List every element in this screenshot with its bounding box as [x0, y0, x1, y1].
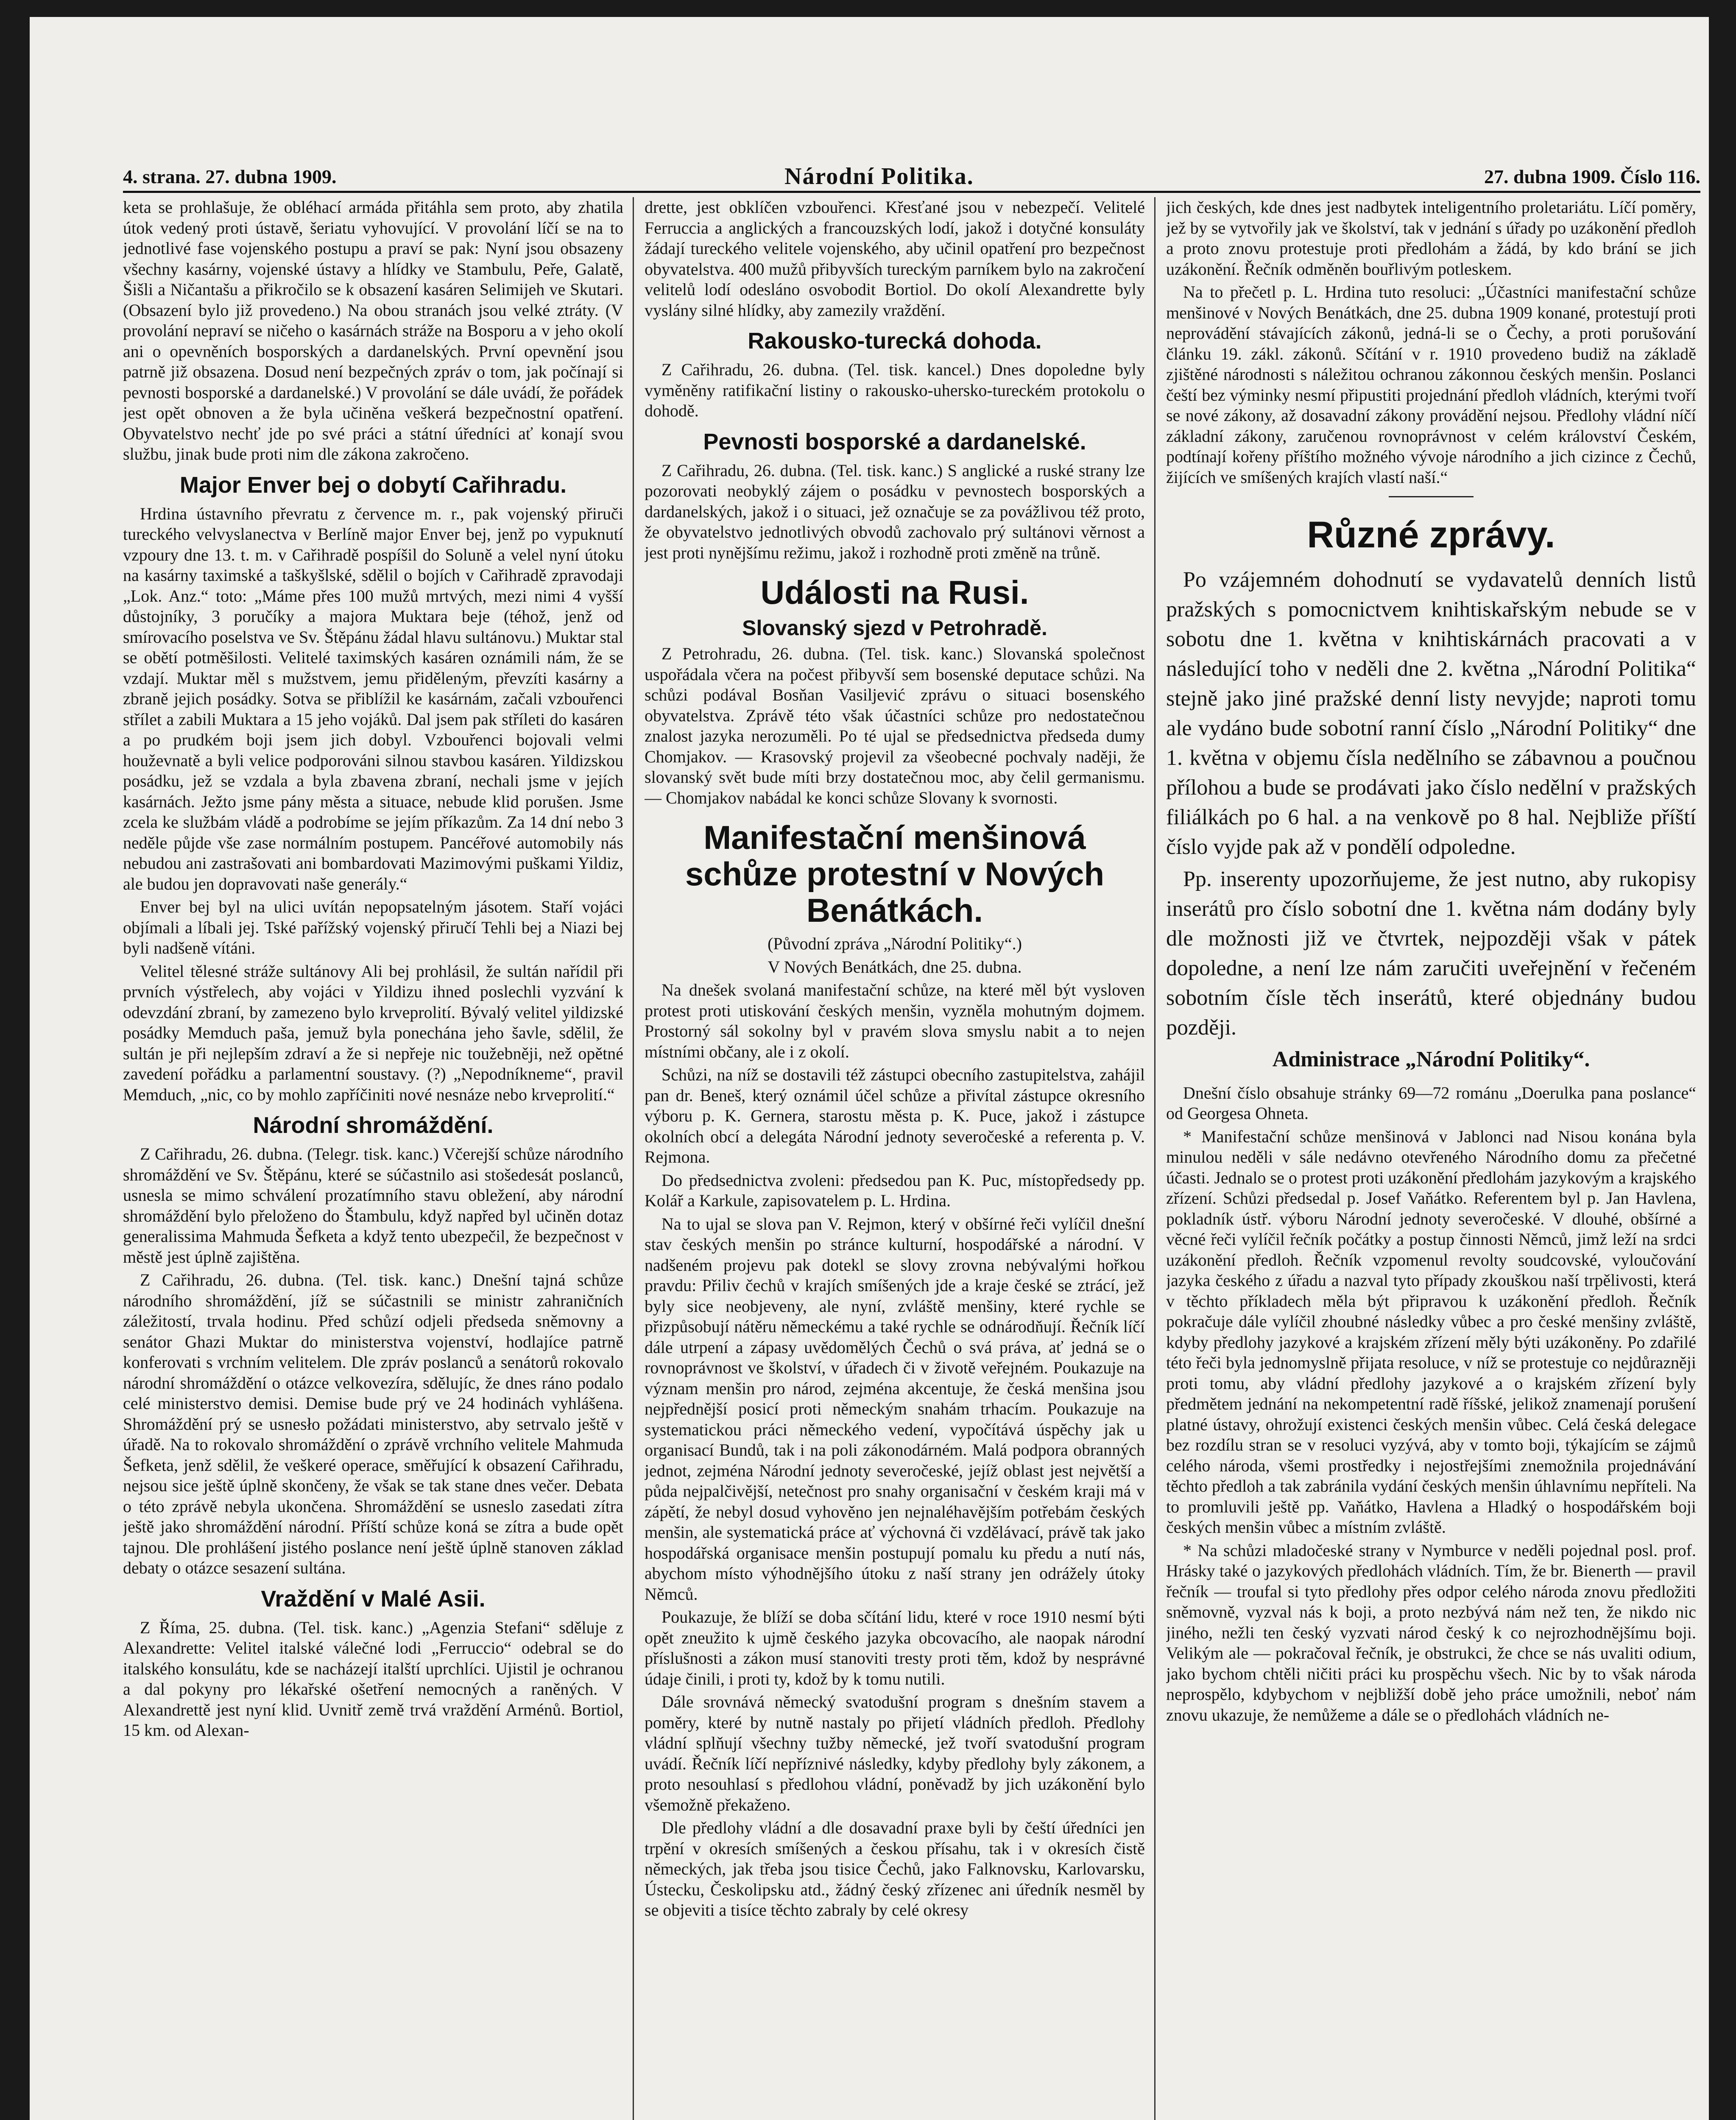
article-heading: Vraždění v Malé Asii. [261, 1586, 486, 1612]
notice-paragraph: Po vzájemném dohodnutí se vydavatelů denních listů pražských s pomocnictvem knihtiskařským nebude se v sobotu dne 1. května v knihtiskárnách pracovati a v následující toho v neděli dne 2. května „Národní Politika“ stejně jako jiné pražské denní listy nevyjde; naproti tomu ale vydáno bude sobotní ranní číslo „Národní Politiky“ dne 1. května v objemu čísla nedělního se zábavnou a poučnou přílohou a bude se prodávati jako číslo nedělní v pražských filiálkách po 6 hal. a na venkově po 8 hal. Nejbliže příští číslo vyjde pak až v pondělí odpoledne. [1166, 568, 1696, 859]
section-divider [1389, 496, 1474, 497]
article-subheading: Slovanský sjezd v Petrohradě. [742, 616, 1047, 640]
section-heading: Události na Rusi. [760, 574, 1029, 611]
article-paragraph: Dle předlohy vládní a dle dosavadní praxe byli by čeští úředníci jen trpění v okresích smíšených a českou přísahu, tak i v okresích čistě německých, jak třeba jsou tisice Čechů, jako Falknovsku, Karlovarsku, Ústecku, Českolipsku atd., žádný český zřízenec ani úředník nesměl by se objeviti a tisíce těchto zabraly by celé okresy [645, 1818, 1145, 1919]
article-heading: Rakousko-turecká dohoda. [748, 328, 1042, 354]
article-paragraph: Z Cařihradu, 26. dubna. (Telegr. tisk. kanc.) Včerejší schůze národního shromáždění ve Sv. Štěpánu, které se súčastnilo asi stošedesát poslanců, usnesla se mimo schválení prozatímního stavu obležení, aby národní shromáždění bylo přeloženo do Štambulu, když napřed byl učiněn dotaz generalissima Mahmuda Šefketa a když tento ubezpečil, že bezpečnost v městě jest úplně zajištěna. [123, 1144, 623, 1266]
article-paragraph: Z Cařihradu, 26. dubna. (Tel. tisk. kanc.) S anglické a ruské strany lze pozorovati neobyklý zájem o posádku v pevnostech bosporských a dardanelských, jakož i o situaci, jež označuje se za povážlivou též proto, že obyvatelstvo jednotlivých obvodů zachovalo prý sultánovi věrnost a jest proti nynějšímu režimu, jakož i rozhodně proti změně na trůně. [645, 460, 1145, 562]
article-paragraph: Schůzi, na níž se dostavili též zástupci obecního zastupitelstva, zahájil pan dr. Beneš, který oznámil účel schůze a přivítal zástupce okresního výboru p. K. Gernera, starostu města p. K. Puce, jakož i zástupce okolních obcí a delegáta Národní jednoty severočeské a referenta p. V. Rejmona. [645, 1065, 1145, 1166]
article-paragraph: Dnešní číslo obsahuje stránky 69—72 románu „Doerulka pana poslance“ od Georgesa Ohneta. [1166, 1083, 1696, 1123]
article-paragraph: Z Petrohradu, 26. dubna. (Tel. tisk. kanc.) Slovanská společnost uspořádala včera na počest přibyvší sem bosenské deputace schůzi. Na schůzi podával Bosňan Vasiljević zprávu o situaci bosenského obyvatelstva. Zprávě této však účastníci schůze pro nedostatečnou znalost jazyka nerozuměli. Po té ujal se předsednictva předseda dumy Chomjakov. — Krasovský projevil za všeobecné pochvaly naději, že slovanský svět bude míti brzy dostatečnou moc, aby čelil germanismu. — Chomjakov nabádal ke konci schůze Slovany k svornosti. [645, 644, 1145, 807]
notice-signature: Administrace „Národní Politiky“. [1272, 1047, 1590, 1071]
article-paragraph: Na to ujal se slova pan V. Rejmon, který v obšírné řeči vylíčil dnešní stav českých menšin po stránce kulturní, hospodářské a národní. V nadšeném projevu pak dotekl se slovy zrovna nebývalými hořkou pravdu: Přiliv čechů v krajích smíšených jde a kraje české se ztrácí, jež byly sice neobjeveny, ale nyní, zvláště menšiny, které rychle se přizpůsobují nátěru německému a také rychle se odnárodňují. Řečník líčí dále utrpení a zápasy uvědomělých Čechů o svá práva, ať jedná se o rovnoprávnost ve školství, v úřadech či v životě veřejném. Poukazuje na význam menšin pro národ, zejména akcentuje, že česká menšina jsou nejpřednější posicí proti německým snahám trhacím. Poukazuje na systematickou práci německého vedení, vypočítává úspěchy jak u organisací Bundů, tak i na poli zákonodárném. Malá podpora obranných jednot, zejména Národní jednoty severočeské, jejíž oblast jest největší a půda nejpalčivější, netečnost pro snahy organisační v českém kraji má v zápětí, že nebyl dosud vyhověno jen nejnaléhavějším potřebám českých menšin, ale systematická práce ať výchovná či vzdělávací, právě tak jako hospodářská organisace menšin postupují pomalu ku předu a nutí nás, abychom místo výhodnějšího útoku z naší strany jen odrážely útoky Němců. [645, 1214, 1145, 1604]
column-1 [123, 197, 623, 2120]
page-header [123, 157, 1700, 193]
article-paragraph: jich českých, kde dnes jest nadbytek inteligentního proletariátu. Líčí poměry, jež by se vytvořily jak ve školství, tak v jednání s úřady po uzákonění předloh a proto znovu protestuje proti předlohám a žádá, by kdo brání se jich uzákonění. Řečník odměněn bouřlivým potleskem. [1166, 198, 1696, 279]
article-paragraph: Enver bej byl na ulici uvítán nepopsatelným jásotem. Staří vojáci objímali a líbali jej. Tské pařížský vojenský přiručí Tehli bej a Niazi bej byli nadšeně vítáni. [123, 897, 623, 957]
article-paragraph: Z Říma, 25. dubna. (Tel. tisk. kanc.) „Agenzia Stefani“ sděluje z Alexandrette: Velitel italské válečné lodi „Ferruccio“ odebral se do italského konsulátu, kde se nacházejí italští uprchlíci. Ujistil je ochranou a dal pokyny pro lékařské ošetření nemocných a raněných. V Alexandrettě jest nyní klid. Uvnitř země trvá vraždění Arménů. Bortiol, 15 km. od Alexan- [123, 1618, 623, 1740]
article-paragraph: * Manifestační schůze menšinová v Jablonci nad Nisou konána byla minulou neděli v sále nedávno otevřeného Národního domu za přečetné účasti. Jednalo se o protest proti uzákonění předlohám jazykovým a krajského zřízení. Schůzi předsedal p. Josef Vaňátko. Referentem byl p. Jan Havlena, pokladník ústř. výboru Národní jednoty severočeské. V dlouhé, obšírné a věcné řeči vylíčil řečník počátky a postup činnosti Němců, jimž leží na srdci uzákonění předloh. Řečník vzpomenul revolty soudcovské, vyloučování jazyka českého z úřadu a nazval tyto případy zkouškou naší trpělivosti, která v těchto příkladech měla být připravou k uzákonění předloh. Řečník pokračuje dále vylíčil zhoubné následky vůbec a pro české menšiny zvláště, kdyby předlohy jazykové a krajském zřízení měly býti uzákoněny. Po zdařilé této řeči byla jednomyslně přijata resoluce, v níž se protestuje co nejdůrazněji proti tomu, aby vládní předlohy jazykové a o krajském zřízení byly předmětem jednání na nekompetentní radě říšské, jelikož znamenají porušení platné ústavy, ohrožují existenci českých menšin vůbec. Celá česká delegace bez rozdílu stran se v resoluci vyzývá, aby v tomto boji, týkajícím se zájmů celého národa, všemi prostředky i nejostřejšími znemožnila projednávání těchto předloh a tak zabránila vydání českých menšin úhlavnímu nepříteli. Na to promluvili ještě pp. Vaňátko, Havlena a Hladký o hospodářském boji českých menšin vůbec a místním zvláště. [1166, 1127, 1696, 1537]
article-dateline: V Nových Benátkách, dne 25. dubna. [768, 957, 1022, 976]
newspaper-page [30, 17, 1709, 2120]
article-paragraph: Velitel tělesné stráže sultánovy Ali bej prohlásil, že sultán nařídil při prvních výstřelech, aby vojáci v Yildizu ihned poslechli vyzvání k odevzdání zbraní, by zamezeno bylo krveprolití. Bývalý velitel yildizské posádky Memduch paša, jemuž byla ponechána jeho šavle, sdělil, že sultán je při nejlepším zdraví a že si nepřeje nic toužebněji, než opětné zavedení pořádku a parlamentní soustavy. (?) „Nepodníkneme“, pravil Memduch, „nic, co by mohlo zapříčiniti nové nesnáze nebo krveprolití.“ [123, 961, 623, 1104]
article-paragraph: Na dnešek svolaná manifestační schůze, na které měl být vysloven protest proti utiskování českých menšin, vyzněla mohutným dojmem. Prostorný sál sokolny byl v pravém slova smyslu nabit a to nejen místními občany, ale i z okolí. [645, 980, 1145, 1061]
article-paragraph: Z Cařihradu, 26. dubna. (Tel. tisk. kancel.) Dnes dopoledne byly vyměněny ratifikační listiny o rakousko-uhersko-tureckém protokolu o dohodě. [645, 360, 1145, 420]
column-3 [1166, 197, 1696, 2120]
column-divider [633, 197, 634, 2120]
article-paragraph: Dále srovnává německý svatodušní program s dnešním stavem a poměry, které by nutně nastaly po přijetí vládních předloh. Předlohy vládní splňují všechny tužby německé, jež tvoří svatodušní program uvádí. Řečník líčí nepříznivé následky, kdyby předlohy byly zákonem, a proto nesouhlasí s předlohou vládní, poněvadž by jich uzákonění bylo všemožně překaženo. [645, 1692, 1145, 1814]
header-issue-number: 27. dubna 1909. Číslo 116. [1484, 166, 1700, 187]
article-paragraph: Hrdina ústavního převratu z července m. r., pak vojenský přiruči tureckého velvyslanectva v Berlíně major Enver bej, jenž po vypuknutí vzpoury dne 13. t. m. v Cařihradě pospíšil do Soluně a velel nyní útoku na kasárny taximské a taškyšlské, sdělil o bojích v Cařihradě zpravodaji „Lok. Anz.“ toto: „Máme přes 100 mužů mrtvých, mezi nimi 4 vyšší důstojníky, 3 poručíky a majora Muktara beje (téhož, jenž od smírovacího poselstva ve Sv. Štěpánu žádal hlavu sultánovu.) Muktar stal se obětí potměšilosti. Velitelé taximských kasáren oznámili nám, že se vzdají. Muktar měl s mužstvem, jemu přiděleným, převzíti kasárny a zbraně jejich posádky. Sotva se přiblížil ke kasárnám, začali vzbouřenci střílet a zabili Muktara a 15 jeho vojáků. Dal jsem pak stříleti do kasáren a po prudkém boji jsem jich dobyl. Vzbouřenci bojovali velmi houževnatě a byli velice podporováni silnou stavbou kasáren. Yildizskou posádku, jež se vzdala a byla zbavena zbraní, nechali jsme v jejích kasárnách. Ježto jsme pány města a situace, nebude klid porušen. Jsme zcela ke službám vládě a podrobíme se jejím příkazům. Za 14 dní nebo 3 neděle půjde vše zase normálním postupem. Pancéřové automobily nás nebudou ani zastrašovati ani bombardovati Mazimovými puškami Yildiz, ale budou jen dopravovati naše generály.“ [123, 504, 623, 893]
article-paragraph: drette, jest obklíčen vzbouřenci. Křesťané jsou v nebezpečí. Velitelé Ferruccia a anglických a francouzských lodí, jakož i dotyčné konsuláty žádají tureckého velitele vojenského, aby učinil opatření pro bezpečnost obyvatelstva. 400 mužů přibyvších tureckým parníkem bylo na zakročení velitelů lodí odesláno osvobodit Bortiol. Do okolí Alexandrette byly vyslány silné hlídky, aby zamezily vraždění. [645, 198, 1145, 320]
header-page-date: 4. strana. 27. dubna 1909. [123, 166, 337, 187]
article-source-note: (Původní zpráva „Národní Politiky“.) [768, 934, 1022, 953]
article-paragraph: Z Cařihradu, 26. dubna. (Tel. tisk. kanc.) Dnešní tajná schůze národního shromáždění, jíž se súčastnili se ministr zahraničních záležitostí, trvala hodinu. Před schůzí odjeli předseda sněmovny a senátor Ghazi Muktar do ministerstva vojenství, hodlajíce patrně konferovati s vrchním velitelem. Dle zpráv poslanců a senátorů rokovalo národní shromáždění o otázce velkovezíra, sdělujíc, že dnes ráno podalo celé ministerstvo demisi. Demise bude prý ve 24 hodinách vyhlášena. Shromáždění prý se usnesło požádati ministerstvo, aby setrvalo ještě v úřadě. Na to rokovalo shromáždění o zprávě vrchního velitele Mahmuda Šefketa, jenž sdělil, že veškeré operace, směřující k obsazení Cařihradu, nejsou sice ještě úplně skončeny, že však se tak stane dnes večer. Debata o této zprávě nebyla ukončena. Shromáždění se usneslo zasedati zítra ještě jako shromáždění národní. Příští schůze koná se zítra a bude opět tajnou. Dle prohlášení jistého poslance není ještě úplně stanoven základ debaty o otázce sesazení sultána. [123, 1270, 623, 1577]
article-heading: Národní shromáždění. [253, 1113, 494, 1138]
masthead-title: Národní Politika. [784, 163, 974, 190]
article-heading: Pevnosti bosporské a dardanelské. [703, 429, 1086, 455]
article-paragraph: * Na schůzi mladočeské strany v Nymburce v neděli pojednal posl. prof. Hrásky také o jazykových předlohách vládních. Tím, že br. Bienerth — pravil řečník — troufal si tyto předlohy přes odpor celého národa znovu předložiti sněmovně, vyzval nás k boji, a proto nezbývá nám než ten, že nikdo nic jiného, nežli ten český vyzvati národ český k co nejrozhodnějšímu boji. Velikým ale — pokračoval řečník, je obstrukci, že chce se nás uvaliti odium, jako bychom chtěli ničiti práci ku prospěchu všech. Nic by to však národa neprospělo, kdybychom v nejbližší době jeho práce umožnili, neboť nám znovu ukazuje, že nemůžeme a dále se o předlohách vládních ne- [1166, 1540, 1696, 1724]
article-paragraph: keta se prohlašuje, že obléhací armáda přitáhla sem proto, aby zhatila útok vedený proti ústavě, šeriatu vyhovující. V provolání líčí se na to jednotlivé fase vojenského postupu a praví se pak: Nyní jsou obsazeny všechny kasárny, vojenské ústavy a hlídky ve Stambulu, Peře, Galatě, Šišli a Ničantašu a přikročilo se k obsazení kasáren Selimijeh ve Skutari. (Obsazení bylo již provedeno.) Na obou stranách jsou velké ztráty. (V provolání nepraví se ničeho o kasárnách stráže na Bosporu a v jeho okolí ani o opevněních bosporských a dardanelských. První opevnění jsou patrně již obsazena. Dosud není bezpečných zpráv o tom, jak počínají si pevnosti bosporské a dardanelské.) V provolání se dále uvádí, že pořádek jest opět obnoven a že byla učiněna veškerá bezpečnostní opatření. Obyvatelstvo nechť jde po své práci a státní úředníci ať konají svou službu, jinak bude proti nim dle zákona zakročeno. [123, 198, 623, 463]
section-heading: Manifestační menšinová schůze protestní v Nových Benátkách. [685, 819, 1105, 929]
notice-paragraph: Pp. inserenty upozorňujeme, že jest nutno, aby rukopisy inserátů pro číslo sobotní dne 1. května nám dodány byly dle možnosti již ve čtvrtek, nejpozději však v pátek dopoledne, a není lze nám zaručiti uveřejnění v řečeném sobotním čísle těch inserátů, které objednány budou později. [1166, 867, 1696, 1040]
article-paragraph: Na to přečetl p. L. Hrdina tuto resoluci: „Účastníci manifestační schůze menšinové v Nových Benátkách, dne 25. dubna 1909 konané, protestují proti neprovádění stávajících zákonů, jedná-li se o Čechy, a proti porušování článku 19. zákl. zákonů. Sčítání v r. 1910 provedeno budiž na základě zjištěné národnosti s náležitou ochranou zákonnou českých menšin. Poslanci čeští bez výminky nesmí připustiti projednání předloh vládních, kterými tvoří se nové zákony, až dosavadní zákony provádění nejsou. Předlohy vládní níčí základní zákony, zaručenou rovnoprávnost v celém království Českém, podtínají kořeny příštího možného vývoje národního a jich cizince z Čechů, žijících ve smíšených krajích vlastí naší.“ [1166, 282, 1696, 487]
article-heading: Major Enver bej o dobytí Cařihradu. [179, 472, 567, 498]
column-2 [645, 197, 1145, 2120]
section-heading: Různé zprávy. [1307, 513, 1555, 555]
column-divider [1154, 197, 1155, 2120]
article-paragraph: Poukazuje, že blíží se doba sčítání lidu, které v roce 1910 nesmí býti opět zneužito k ujmě českého jazyka obcovacího, ale naopak národní příslušnosti a zákon musí stanoviti tresty proti těm, kdož by nesprávné údaje činili, i proti ty, kdož by k tomu nutili. [645, 1607, 1145, 1688]
article-paragraph: Do předsednictva zvoleni: předsedou pan K. Puc, místopředsedy pp. Kolář a Karkule, zapisovatelem p. L. Hrdina. [645, 1170, 1145, 1210]
